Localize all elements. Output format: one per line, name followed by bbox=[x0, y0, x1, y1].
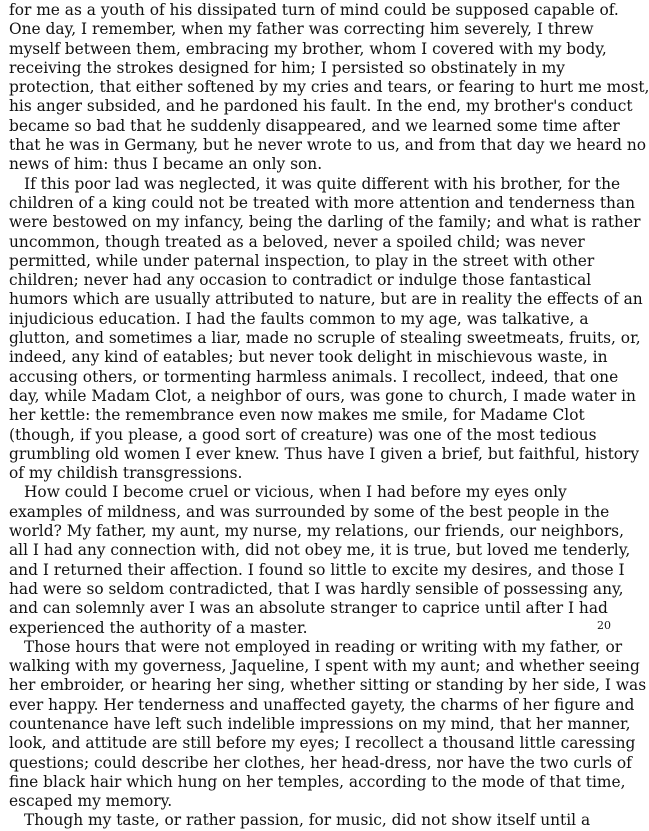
text-line: ever happy. Her tenderness and unaffected gayety, the charms of her figure and bbox=[9, 695, 635, 714]
text-line: protection, that either softened by my cries and tears, or fearing to hurt me most, bbox=[9, 78, 649, 97]
text-line: uncommon, though treated as a beloved, never a spoiled child; was never bbox=[9, 232, 585, 251]
text-line: that he was in Germany, but he never wrote to us, and from that day we heard no bbox=[9, 136, 647, 155]
text-line: injudicious education. I had the faults common to my age, was talkative, a bbox=[9, 309, 589, 328]
text-line: fine black hair which hung on her temples, according to the mode of that time, bbox=[9, 772, 626, 791]
text-line: permitted, while under paternal inspection, to play in the street with other bbox=[9, 251, 595, 270]
paragraph bbox=[9, 174, 643, 484]
text-line: news of him: thus I became an only son. bbox=[9, 155, 323, 174]
paragraph bbox=[9, 811, 591, 830]
text-line: questions; could describe her clothes, her head-dress, nor have the two curls of bbox=[9, 753, 632, 772]
text-line: had were so seldom contradicted, that I was hardly sensible of possessing any, bbox=[9, 579, 624, 598]
text-line: One day, I remember, when my father was correcting him severely, I threw bbox=[9, 20, 594, 39]
text-line: humors which are usually attributed to nature, but are in reality the effects of an bbox=[9, 290, 643, 309]
paragraph bbox=[9, 1, 649, 175]
text-line: accusing others, or tormenting harmless animals. I recollect, indeed, that one bbox=[9, 367, 619, 386]
text-line: indeed, any kind of eatables; but never took delight in mischievous waste, in bbox=[9, 348, 608, 367]
text-line: became so bad that he suddenly disappeared, and we learned some time after bbox=[9, 116, 620, 135]
text-line: children of a king could not be treated with more attention and tenderness than bbox=[9, 193, 636, 212]
text-line: myself between them, embracing my brother, whom I covered with my body, bbox=[9, 39, 607, 58]
text-line: How could I become cruel or vicious, when I had before my eyes only bbox=[24, 483, 567, 502]
text-line: glutton, and sometimes a liar, made no scruple of stealing sweetmeats, fruits, or, bbox=[9, 329, 641, 348]
text-line: examples of mildness, and was surrounded by some of the best people in the bbox=[9, 502, 610, 521]
text-line: all I had any connection with, did not obey me, it is true, but loved me tenderly, bbox=[9, 541, 631, 560]
text-line: If this poor lad was neglected, it was quite different with his brother, for the bbox=[24, 174, 621, 193]
text-line: her embroider, or hearing her sing, whether sitting or standing by her side, I was bbox=[9, 676, 647, 695]
text-line: were bestowed on my infancy, being the darling of the family; and what is rather bbox=[9, 213, 641, 232]
text-line: for me as a youth of his dissipated turn of mind could be supposed capable of. bbox=[9, 1, 619, 19]
text-line: world? My father, my aunt, my nurse, my relations, our friends, our neighbors, bbox=[9, 522, 624, 541]
text-line: of my childish transgressions. bbox=[9, 464, 243, 483]
text-line: day, while Madam Clot, a neighbor of ours, was gone to church, I made water in bbox=[9, 386, 636, 405]
text-line: children; never had any occasion to contradict or indulge those fantastical bbox=[9, 271, 592, 290]
page-number: 20 bbox=[597, 619, 611, 632]
text-line: and I returned their affection. I found so little to excite my desires, and those I bbox=[9, 560, 625, 579]
text-line: escaped my memory. bbox=[9, 792, 173, 811]
text-line: receiving the strokes designed for him; I persisted so obstinately in my bbox=[9, 58, 565, 77]
paragraph bbox=[9, 637, 647, 812]
text-line: her kettle: the remembrance even now makes me smile, for Madame Clot bbox=[9, 406, 585, 425]
text-line: and can solemnly aver I was an absolute stranger to caprice until after I had bbox=[9, 599, 608, 618]
text-line: Those hours that were not employed in reading or writing with my father, or bbox=[24, 637, 623, 656]
text-line: (though, if you please, a good sort of creature) was one of the most tedious bbox=[9, 425, 597, 444]
text-line: look, and attitude are still before my eyes; I recollect a thousand little caressing bbox=[9, 734, 636, 753]
text-line: walking with my governess, Jaqueline, I spent with my aunt; and whether seeing bbox=[9, 657, 640, 676]
text-line: grumbling old women I ever knew. Thus have I given a brief, but faithful, history bbox=[9, 444, 640, 463]
text-line: countenance have left such indelible impressions on my mind, that her manner, bbox=[9, 714, 631, 733]
text-line: Though my taste, or rather passion, for music, did not show itself until a bbox=[24, 811, 591, 830]
text-line: experienced the authority of a master. bbox=[9, 618, 308, 637]
text-line: his anger subsided, and he pardoned his fault. In the end, my brother's conduct bbox=[9, 97, 633, 116]
